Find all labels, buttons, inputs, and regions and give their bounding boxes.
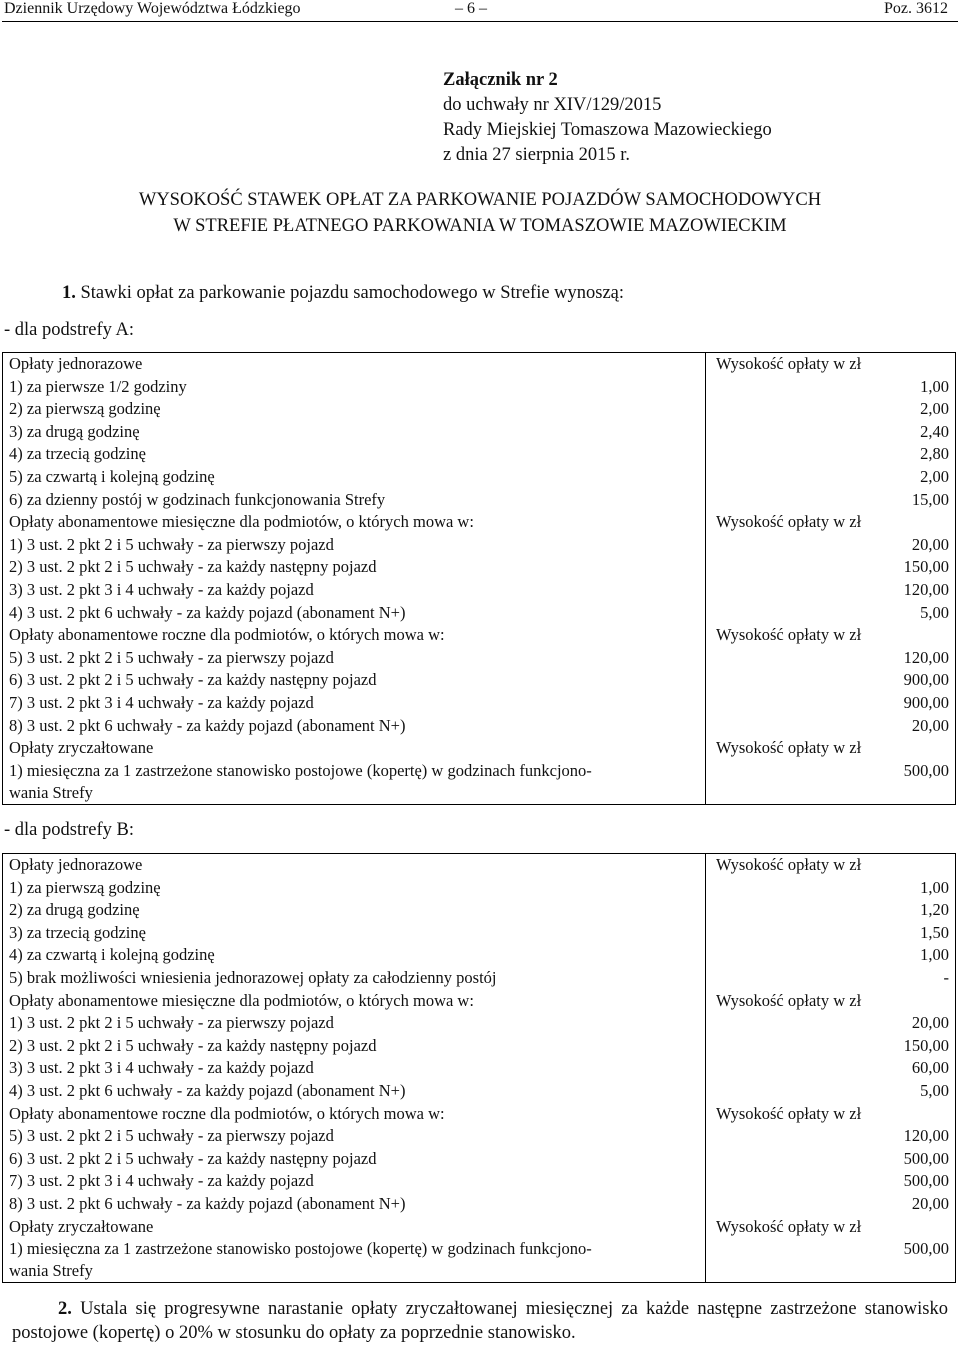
fee-amount: 150,00 xyxy=(706,1035,956,1058)
table-row xyxy=(3,877,956,900)
fee-description-text: 6) 3 ust. 2 pkt 2 i 5 uchwały - za każdy następny pojazd xyxy=(9,1148,377,1168)
fee-amount: 900,00 xyxy=(706,669,956,692)
fee-column-header: Wysokość opłaty w zł xyxy=(706,854,956,877)
fee-description xyxy=(3,877,706,900)
annex-council: Rady Miejskiej Tomaszowa Mazowieckiego xyxy=(443,120,772,140)
paragraph-2-number: 2. xyxy=(58,1299,72,1319)
fee-amount: 120,00 xyxy=(706,1125,956,1148)
fee-description xyxy=(3,624,706,647)
fee-description xyxy=(3,737,706,760)
fee-amount: 500,00 xyxy=(706,1238,956,1283)
fee-table-subzone-a xyxy=(2,352,956,805)
fee-amount: 500,00 xyxy=(706,760,956,805)
fee-description-text: 3) 3 ust. 2 pkt 3 i 4 uchwały - za każdy pojazd xyxy=(9,1058,314,1078)
paragraph-2 xyxy=(12,1297,948,1345)
annex-title: Załącznik nr 2 xyxy=(443,70,558,90)
subzone-a-label: - dla podstrefy A: xyxy=(4,320,134,340)
fee-column-header: Wysokość opłaty w zł xyxy=(706,1103,956,1126)
header-rule xyxy=(2,21,958,22)
table-row xyxy=(3,944,956,967)
fee-amount: 20,00 xyxy=(706,1012,956,1035)
fee-description-text: 3) za trzecią godzinę xyxy=(9,922,146,942)
fee-description xyxy=(3,489,706,512)
fee-description-text: 6) 3 ust. 2 pkt 2 i 5 uchwały - za każdy następny pojazd xyxy=(9,670,377,690)
fee-description xyxy=(3,1216,706,1239)
fee-description-text: 7) 3 ust. 2 pkt 3 i 4 uchwały - za każdy pojazd xyxy=(9,1171,314,1191)
fee-amount: 900,00 xyxy=(706,692,956,715)
fee-amount: 5,00 xyxy=(706,1080,956,1103)
table-row xyxy=(3,715,956,738)
paragraph-1-number: 1. xyxy=(62,283,76,303)
table-row xyxy=(3,669,956,692)
fee-description-text-continued: wania Strefy xyxy=(9,782,93,802)
fee-description xyxy=(3,579,706,602)
fee-amount: 15,00 xyxy=(706,489,956,512)
table-section-header xyxy=(3,1103,956,1126)
fee-column-header: Wysokość opłaty w zł xyxy=(706,737,956,760)
fee-column-header: Wysokość opłaty w zł xyxy=(706,1216,956,1239)
table-row xyxy=(3,760,956,805)
fee-description-text: 4) za czwartą i kolejną godzinę xyxy=(9,945,215,965)
fee-description-text: Opłaty abonamentowe roczne dla podmiotów, o których mowa w: xyxy=(9,1103,445,1123)
fee-description xyxy=(3,715,706,738)
fee-description xyxy=(3,1012,706,1035)
table-row xyxy=(3,647,956,670)
fee-description xyxy=(3,1193,706,1216)
table-row xyxy=(3,556,956,579)
table-row xyxy=(3,922,956,945)
fee-amount: 20,00 xyxy=(706,715,956,738)
fee-description xyxy=(3,1170,706,1193)
table-row xyxy=(3,466,956,489)
fee-amount: - xyxy=(706,967,956,990)
table-row xyxy=(3,1012,956,1035)
fee-description-text: 8) 3 ust. 2 pkt 6 uchwały - za każdy pojazd (abonament N+) xyxy=(9,715,406,735)
fee-description-text: 2) za drugą godzinę xyxy=(9,900,140,920)
fee-description-text: 8) 3 ust. 2 pkt 6 uchwały - za każdy pojazd (abonament N+) xyxy=(9,1193,406,1213)
fee-amount: 1,00 xyxy=(706,877,956,900)
document-title xyxy=(0,187,960,239)
fee-description-text: 4) 3 ust. 2 pkt 6 uchwały - za każdy pojazd (abonament N+) xyxy=(9,602,406,622)
fee-amount: 120,00 xyxy=(706,647,956,670)
annex-date: z dnia 27 sierpnia 2015 r. xyxy=(443,145,631,165)
table-row xyxy=(3,1148,956,1171)
table-row xyxy=(3,376,956,399)
fee-description-text: 1) miesięczna za 1 zastrzeżone stanowisko postojowe (kopertę) w godzinach funkcjono- xyxy=(9,760,592,780)
table-row xyxy=(3,534,956,557)
fee-description xyxy=(3,990,706,1013)
fee-description xyxy=(3,1035,706,1058)
fee-amount: 1,00 xyxy=(706,944,956,967)
fee-amount: 120,00 xyxy=(706,579,956,602)
fee-amount: 500,00 xyxy=(706,1170,956,1193)
fee-description-text: 2) za pierwszą godzinę xyxy=(9,399,161,419)
paragraph-1 xyxy=(62,283,624,304)
table-row xyxy=(3,967,956,990)
fee-amount: 60,00 xyxy=(706,1057,956,1080)
fee-description xyxy=(3,760,706,805)
table-row xyxy=(3,1170,956,1193)
fee-description-text: 6) za dzienny postój w godzinach funkcjonowania Strefy xyxy=(9,489,386,509)
fee-description-text: 1) 3 ust. 2 pkt 2 i 5 uchwały - za pierwszy pojazd xyxy=(9,1013,334,1033)
page-header xyxy=(0,0,960,22)
fee-description-text: 1) 3 ust. 2 pkt 2 i 5 uchwały - za pierwszy pojazd xyxy=(9,534,334,554)
journal-title: Dziennik Urzędowy Województwa Łódzkiego xyxy=(4,0,301,17)
fee-description xyxy=(3,1103,706,1126)
fee-description-text: 3) 3 ust. 2 pkt 3 i 4 uchwały - za każdy pojazd xyxy=(9,579,314,599)
table-section-header xyxy=(3,353,956,376)
fee-amount: 150,00 xyxy=(706,556,956,579)
table-row xyxy=(3,692,956,715)
fee-description-text: 1) miesięczna za 1 zastrzeżone stanowisko postojowe (kopertę) w godzinach funkcjono- xyxy=(9,1239,592,1259)
fee-description-text: 5) 3 ust. 2 pkt 2 i 5 uchwały - za pierwszy pojazd xyxy=(9,647,334,667)
fee-description-text: Opłaty abonamentowe roczne dla podmiotów, o których mowa w: xyxy=(9,625,445,645)
fee-column-header: Wysokość opłaty w zł xyxy=(706,990,956,1013)
fee-description-text: 5) za czwartą i kolejną godzinę xyxy=(9,466,215,486)
fee-description-text: Opłaty zryczałtowane xyxy=(9,1216,154,1236)
fee-description-text: Opłaty jednorazowe xyxy=(9,855,143,874)
table-section-header xyxy=(3,624,956,647)
annex-resolution: do uchwały nr XIV/129/2015 xyxy=(443,95,662,115)
table-row xyxy=(3,443,956,466)
table-row xyxy=(3,1080,956,1103)
fee-description-text: Opłaty abonamentowe miesięczne dla podmiotów, o których mowa w: xyxy=(9,990,474,1010)
fee-description xyxy=(3,534,706,557)
fee-amount: 2,00 xyxy=(706,466,956,489)
fee-description xyxy=(3,1148,706,1171)
table-row xyxy=(3,398,956,421)
fee-description-text: 1) za pierwsze 1/2 godziny xyxy=(9,376,187,396)
fee-description xyxy=(3,899,706,922)
fee-amount: 500,00 xyxy=(706,1148,956,1171)
fee-description-text: 5) brak możliwości wniesienia jednorazowej opłaty za całodzienny postój xyxy=(9,967,497,987)
fee-description xyxy=(3,669,706,692)
fee-description xyxy=(3,511,706,534)
paragraph-1-text: Stawki opłat za parkowanie pojazdu samochodowego w Strefie wynoszą: xyxy=(75,283,625,303)
fee-description-text: 7) 3 ust. 2 pkt 3 i 4 uchwały - za każdy pojazd xyxy=(9,692,314,712)
fee-description xyxy=(3,1057,706,1080)
page-number: – 6 – xyxy=(455,0,487,17)
fee-description xyxy=(3,466,706,489)
fee-column-header: Wysokość opłaty w zł xyxy=(706,624,956,647)
fee-amount: 20,00 xyxy=(706,534,956,557)
fee-column-header: Wysokość opłaty w zł xyxy=(706,511,956,534)
fee-description xyxy=(3,376,706,399)
fee-description-text: 1) za pierwszą godzinę xyxy=(9,877,161,897)
fee-description xyxy=(3,353,706,376)
table-row xyxy=(3,579,956,602)
fee-description-text: 4) 3 ust. 2 pkt 6 uchwały - za każdy pojazd (abonament N+) xyxy=(9,1080,406,1100)
paragraph-2-text: Ustala się progresywne narastanie opłaty zryczałtowanej miesięcznej za każde następne zastrzeżone stanowisko postojowe (kopertę) o 20% w stosunku do opłaty za poprzednie stanowisko. xyxy=(12,1299,948,1343)
fee-amount: 2,00 xyxy=(706,398,956,421)
fee-table-subzone-b xyxy=(2,853,956,1283)
fee-description xyxy=(3,602,706,625)
table-row xyxy=(3,1125,956,1148)
fee-column-header: Wysokość opłaty w zł xyxy=(706,353,956,376)
fee-description-text: 5) 3 ust. 2 pkt 2 i 5 uchwały - za pierwszy pojazd xyxy=(9,1126,334,1146)
subzone-b-label: - dla podstrefy B: xyxy=(4,820,134,840)
table-section-header xyxy=(3,1216,956,1239)
fee-amount: 1,50 xyxy=(706,922,956,945)
table-row xyxy=(3,1238,956,1283)
fee-description-text: 4) za trzecią godzinę xyxy=(9,444,146,464)
fee-description-text: Opłaty zryczałtowane xyxy=(9,738,154,758)
table-section-header xyxy=(3,854,956,877)
table-row xyxy=(3,1057,956,1080)
table-row xyxy=(3,1035,956,1058)
table-row xyxy=(3,421,956,444)
title-line-2: W STREFIE PŁATNEGO PARKOWANIA W TOMASZOWIE MAZOWIECKIM xyxy=(173,216,787,236)
table-section-header xyxy=(3,737,956,760)
fee-description xyxy=(3,421,706,444)
fee-amount: 5,00 xyxy=(706,602,956,625)
fee-description xyxy=(3,692,706,715)
fee-description-text: Opłaty abonamentowe miesięczne dla podmiotów, o których mowa w: xyxy=(9,512,474,532)
fee-description-text-continued: wania Strefy xyxy=(9,1261,93,1281)
fee-amount: 2,80 xyxy=(706,443,956,466)
fee-amount: 2,40 xyxy=(706,421,956,444)
fee-amount: 1,00 xyxy=(706,376,956,399)
fee-description-text: 2) 3 ust. 2 pkt 2 i 5 uchwały - za każdy następny pojazd xyxy=(9,1035,377,1055)
fee-description xyxy=(3,1238,706,1283)
fee-amount: 20,00 xyxy=(706,1193,956,1216)
table-section-header xyxy=(3,990,956,1013)
position-number: Poz. 3612 xyxy=(884,0,948,17)
fee-description xyxy=(3,854,706,877)
annex-block xyxy=(443,68,772,168)
table-row xyxy=(3,602,956,625)
fee-description xyxy=(3,967,706,990)
title-line-1: WYSOKOŚĆ STAWEK OPŁAT ZA PARKOWANIE POJAZDÓW SAMOCHODOWYCH xyxy=(138,190,822,210)
fee-description-text: 3) za drugą godzinę xyxy=(9,421,140,441)
fee-description xyxy=(3,944,706,967)
fee-description xyxy=(3,398,706,421)
fee-description xyxy=(3,556,706,579)
table-section-header xyxy=(3,511,956,534)
fee-description xyxy=(3,647,706,670)
table-row xyxy=(3,1193,956,1216)
fee-description-text: 2) 3 ust. 2 pkt 2 i 5 uchwały - za każdy następny pojazd xyxy=(9,557,377,577)
fee-description xyxy=(3,443,706,466)
fee-description-text: Opłaty jednorazowe xyxy=(9,354,143,373)
table-row xyxy=(3,489,956,512)
fee-description xyxy=(3,1080,706,1103)
table-row xyxy=(3,899,956,922)
fee-amount: 1,20 xyxy=(706,899,956,922)
fee-description xyxy=(3,922,706,945)
fee-description xyxy=(3,1125,706,1148)
